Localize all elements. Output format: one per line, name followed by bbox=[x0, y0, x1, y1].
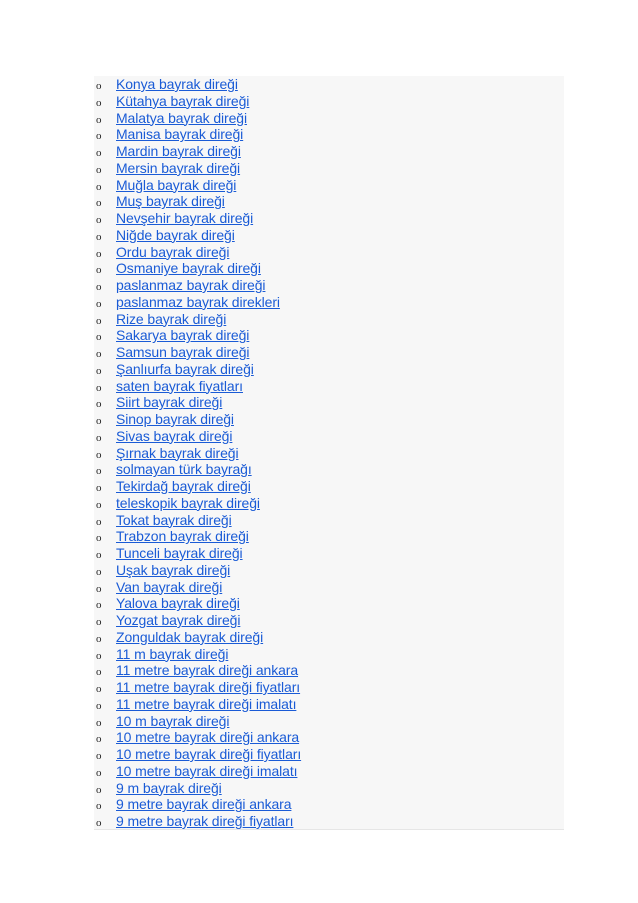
list-link[interactable]: 10 metre bayrak direği imalatı bbox=[116, 762, 298, 779]
list-item bbox=[94, 780, 564, 797]
list-item bbox=[94, 579, 564, 596]
list-link[interactable]: Sinop bayrak direği bbox=[116, 411, 234, 427]
bullet-icon: o bbox=[96, 632, 102, 645]
list-item bbox=[94, 428, 564, 445]
list-link[interactable]: Mersin bayrak direği bbox=[116, 159, 241, 176]
bullet-icon: o bbox=[96, 532, 102, 545]
list-link[interactable]: Kütahya bayrak direği bbox=[116, 92, 250, 109]
bullet-icon: o bbox=[96, 599, 102, 612]
bullet-icon: o bbox=[96, 716, 102, 729]
bullet-icon: o bbox=[96, 766, 102, 779]
list-item bbox=[94, 595, 564, 612]
list-link[interactable]: Zonguldak bayrak direği bbox=[116, 628, 264, 645]
bullet-icon: o bbox=[96, 549, 102, 561]
list-link[interactable]: Siirt bayrak direği bbox=[116, 394, 223, 411]
bullet-icon: o bbox=[96, 666, 102, 679]
list-link[interactable]: Yozgat bayrak direği bbox=[116, 612, 241, 628]
bullet-icon: o bbox=[96, 431, 102, 444]
list-item bbox=[94, 344, 564, 361]
list-link[interactable]: 9 metre bayrak direği fiyatları bbox=[116, 813, 294, 829]
list-item bbox=[94, 612, 564, 629]
list-link[interactable]: Trabzon bayrak direği bbox=[116, 528, 249, 545]
list-item bbox=[94, 696, 564, 713]
list-item bbox=[94, 445, 564, 462]
list-item bbox=[94, 512, 564, 529]
bullet-icon: o bbox=[96, 96, 102, 109]
list-link[interactable]: 10 m bayrak direği bbox=[116, 712, 230, 729]
bullet-icon: o bbox=[96, 314, 102, 327]
list-link[interactable]: teleskopik bayrak direği bbox=[116, 494, 260, 511]
list-item bbox=[94, 411, 564, 428]
bullet-icon: o bbox=[96, 264, 102, 277]
list-link[interactable]: Van bayrak direği bbox=[116, 578, 223, 595]
list-item bbox=[94, 528, 564, 545]
link-list bbox=[94, 76, 564, 830]
list-link[interactable]: Osmaniye bayrak direği bbox=[116, 260, 261, 277]
bullet-icon: o bbox=[96, 498, 102, 511]
list-link[interactable]: Rize bayrak direği bbox=[116, 310, 227, 327]
list-link[interactable]: Konya bayrak direği bbox=[116, 76, 238, 92]
list-link[interactable]: 11 metre bayrak direği fiyatları bbox=[116, 679, 301, 695]
bullet-icon: o bbox=[96, 281, 102, 293]
list-link[interactable]: Uşak bayrak direği bbox=[116, 561, 231, 578]
list-item bbox=[94, 495, 564, 512]
bullet-icon: o bbox=[96, 197, 102, 210]
list-link[interactable]: paslanmaz bayrak direği bbox=[116, 277, 266, 293]
list-item bbox=[94, 629, 564, 646]
link-list-panel bbox=[94, 76, 564, 830]
bullet-icon: o bbox=[96, 750, 102, 762]
list-link[interactable]: saten bayrak fiyatları bbox=[116, 377, 243, 394]
list-link[interactable]: Muş bayrak direği bbox=[116, 193, 225, 210]
list-item bbox=[94, 143, 564, 160]
list-link[interactable]: Sivas bayrak direği bbox=[116, 427, 233, 444]
list-item bbox=[94, 193, 564, 210]
list-link[interactable]: Ordu bayrak direği bbox=[116, 243, 230, 260]
bullet-icon: o bbox=[96, 230, 102, 243]
list-item bbox=[94, 93, 564, 110]
list-link[interactable]: Şanlıurfa bayrak direği bbox=[116, 360, 254, 377]
bullet-icon: o bbox=[96, 616, 102, 628]
list-item bbox=[94, 327, 564, 344]
list-link[interactable]: Muğla bayrak direği bbox=[116, 176, 237, 193]
bullet-icon: o bbox=[96, 364, 102, 377]
list-link[interactable]: Sakarya bayrak direği bbox=[116, 327, 250, 344]
bullet-icon: o bbox=[96, 80, 102, 92]
list-item bbox=[94, 177, 564, 194]
bullet-icon: o bbox=[96, 448, 102, 461]
list-item bbox=[94, 679, 564, 696]
list-item bbox=[94, 545, 564, 562]
bullet-icon: o bbox=[96, 180, 102, 193]
list-item bbox=[94, 729, 564, 746]
bullet-icon: o bbox=[96, 582, 102, 595]
list-link[interactable]: 11 metre bayrak direği ankara bbox=[116, 662, 299, 679]
bullet-icon: o bbox=[96, 113, 102, 126]
list-link[interactable]: Tunceli bayrak direği bbox=[116, 545, 243, 561]
list-item bbox=[94, 227, 564, 244]
list-link[interactable]: Nevşehir bayrak direği bbox=[116, 210, 254, 226]
list-item bbox=[94, 813, 564, 830]
bullet-icon: o bbox=[96, 800, 102, 813]
bullet-icon: o bbox=[96, 348, 102, 360]
list-item bbox=[94, 746, 564, 763]
list-item bbox=[94, 126, 564, 143]
list-item bbox=[94, 260, 564, 277]
list-link[interactable]: paslanmaz bayrak direkleri bbox=[116, 293, 280, 310]
bullet-icon: o bbox=[96, 465, 102, 478]
list-item bbox=[94, 160, 564, 177]
bullet-icon: o bbox=[96, 130, 102, 143]
list-link[interactable]: Malatya bayrak direği bbox=[116, 109, 247, 126]
list-link[interactable]: Yalova bayrak direği bbox=[116, 595, 240, 612]
list-link[interactable]: solmayan türk bayrağı bbox=[116, 461, 252, 478]
list-link[interactable]: 9 m bayrak direği bbox=[116, 779, 222, 796]
list-item bbox=[94, 378, 564, 395]
list-item bbox=[94, 478, 564, 495]
list-item bbox=[94, 562, 564, 579]
bullet-icon: o bbox=[96, 783, 102, 796]
bullet-icon: o bbox=[96, 398, 102, 411]
bullet-icon: o bbox=[96, 565, 102, 578]
list-link[interactable]: 11 m bayrak direği bbox=[116, 645, 229, 662]
list-item bbox=[94, 763, 564, 780]
list-item bbox=[94, 713, 564, 730]
list-item bbox=[94, 394, 564, 411]
bullet-icon: o bbox=[96, 482, 102, 494]
bullet-icon: o bbox=[96, 163, 102, 176]
bullet-icon: o bbox=[96, 817, 102, 829]
bullet-icon: o bbox=[96, 331, 102, 344]
list-item bbox=[94, 461, 564, 478]
list-link[interactable]: Manisa bayrak direği bbox=[116, 126, 244, 143]
bullet-icon: o bbox=[96, 649, 102, 662]
bullet-icon: o bbox=[96, 415, 102, 427]
list-link[interactable]: 9 metre bayrak direği ankara bbox=[116, 796, 292, 813]
list-item bbox=[94, 361, 564, 378]
list-item bbox=[94, 277, 564, 294]
list-item bbox=[94, 662, 564, 679]
list-link[interactable]: Mardin bayrak direği bbox=[116, 143, 241, 159]
bullet-icon: o bbox=[96, 515, 102, 528]
bullet-icon: o bbox=[96, 381, 102, 394]
list-item bbox=[94, 294, 564, 311]
list-link[interactable]: Niğde bayrak direği bbox=[116, 226, 235, 243]
bullet-icon: o bbox=[96, 247, 102, 260]
list-item bbox=[94, 110, 564, 127]
bullet-icon: o bbox=[96, 683, 102, 695]
list-link[interactable]: Samsun bayrak direği bbox=[116, 344, 250, 360]
list-item bbox=[94, 311, 564, 328]
list-item bbox=[94, 244, 564, 261]
bullet-icon: o bbox=[96, 699, 102, 712]
list-link[interactable]: 10 metre bayrak direği ankara bbox=[116, 729, 300, 746]
list-link[interactable]: 10 metre bayrak direği fiyatları bbox=[116, 746, 302, 762]
list-item bbox=[94, 210, 564, 227]
list-link[interactable]: Tekirdağ bayrak direği bbox=[116, 478, 251, 494]
list-link[interactable]: Tokat bayrak direği bbox=[116, 511, 232, 528]
list-link[interactable]: 11 metre bayrak direği imalatı bbox=[116, 695, 297, 712]
list-item bbox=[94, 646, 564, 663]
bullet-icon: o bbox=[96, 297, 102, 310]
bullet-icon: o bbox=[96, 733, 102, 746]
list-item bbox=[94, 76, 564, 93]
bullet-icon: o bbox=[96, 147, 102, 159]
list-item bbox=[94, 796, 564, 813]
list-link[interactable]: Şırnak bayrak direği bbox=[116, 444, 239, 461]
bullet-icon: o bbox=[96, 214, 102, 226]
